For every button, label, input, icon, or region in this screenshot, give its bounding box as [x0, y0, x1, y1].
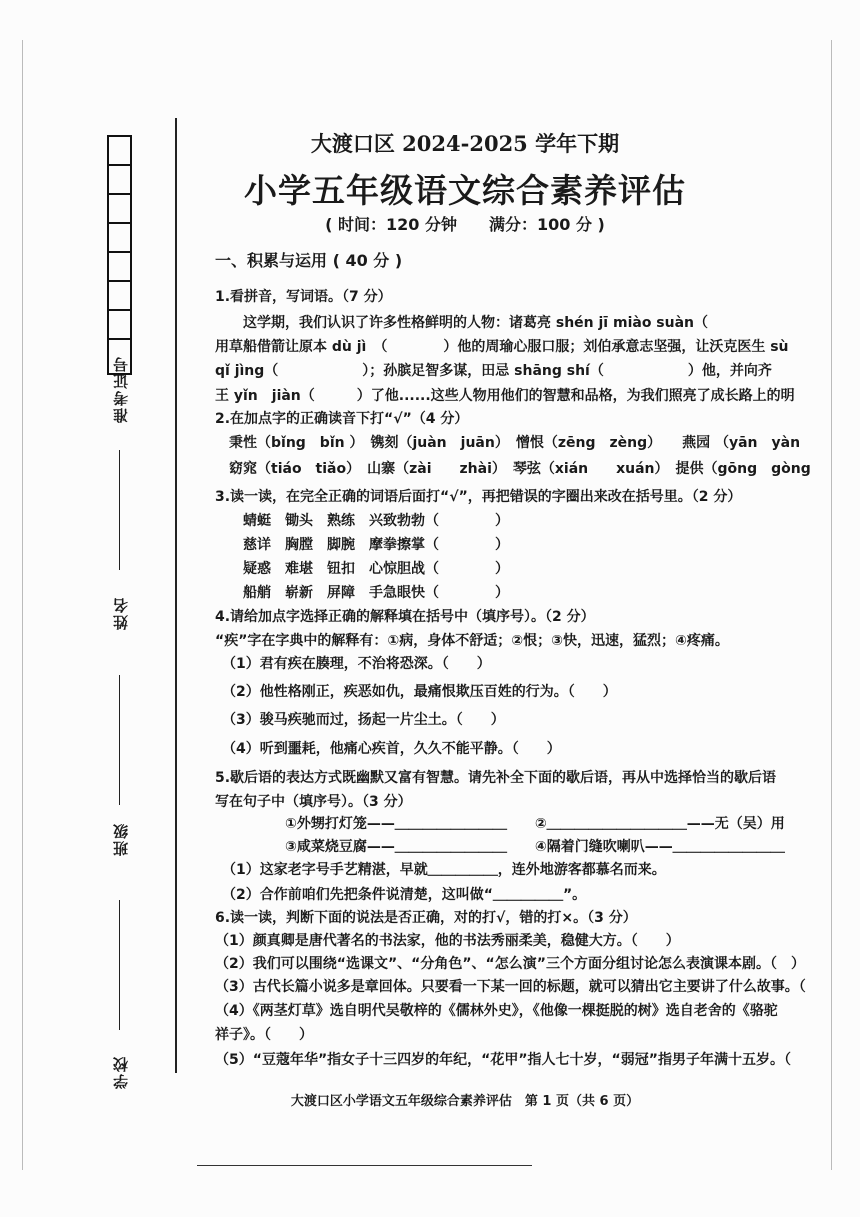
name-label: 姓名 [112, 596, 130, 630]
question-line: （1）这家老字号手艺精湛，早就＿＿＿＿＿，连外地游客都慕名而来。 [215, 862, 666, 878]
binding-rule [175, 118, 177, 1073]
question-line: 祥子》。（ ） [215, 1027, 313, 1043]
question-line: 用草船借箭让原本 dù jì （ ）他的周瑜心服口服；刘伯承意志坚强，让沃克医生 sù [215, 339, 789, 355]
question-line: （2）合作前咱们先把条件说清楚，这叫做“＿＿＿＿＿”。 [215, 887, 587, 903]
exam-title: 小学五年级语文综合素养评估 [244, 171, 686, 210]
question-6-heading: 6.读一读，判断下面的说法是否正确，对的打√，错的打×。（3 分） [215, 910, 637, 926]
question-1-heading: 1.看拼音，写词语。（7 分） [215, 289, 392, 305]
section-heading: 一、积累与运用 ( 40 分 ) [215, 251, 403, 270]
class-label: 班级 [112, 822, 130, 856]
school-line[interactable] [119, 900, 120, 1030]
question-line: 窈窕（tiáo tiǎo） 山寨（zài zhài） 琴弦（xián xuán） 提供（gōng gòng [215, 461, 811, 477]
question-line: （1）颜真卿是唐代著名的书法家，他的书法秀丽柔美，稳健大方。（ ） [215, 933, 680, 949]
question-line: 王 yǐn jiàn（ ）了他......这些人物用他们的智慧和品格，为我们照亮了成长路上的明 [215, 388, 795, 404]
question-line: （2）他性格刚正，疾恶如仇，最痛恨欺压百姓的行为。（ ） [215, 684, 617, 700]
exam-number-label: 准考证号 [112, 355, 130, 423]
question-line: 写在句子中（填序号）。（3 分） [215, 794, 412, 810]
question-line: （2）我们可以围绕“选课文”、“分角色”、“怎么演”三个方面分组讨论怎么表演课本剧。（ ） [215, 956, 805, 972]
question-line: qǐ jìng（ ）；孙膑足智多谋，田忌 shāng shí（ ）他，并向齐 [215, 363, 772, 379]
question-line: （4）《两茎灯草》选自明代吴敬梓的《儒林外史》，《他像一棵挺脱的树》选自老舍的《骆驼 [215, 1003, 778, 1019]
question-5-heading: 5.歇后语的表达方式既幽默又富有智慧。请先补全下面的歇后语，再从中选择恰当的歇后语 [215, 770, 777, 786]
question-4-heading: 4.请给加点字选择正确的解释填在括号中（填序号）。（2 分） [215, 609, 595, 625]
question-line: （5）“豆蔻年华”指女子十三四岁的年纪，“花甲”指人七十岁，“弱冠”指男子年满十五岁。（ [215, 1052, 791, 1068]
page-footer: 大渡口区小学语文五年级综合素养评估 第 1 页（共 6 页） [290, 1094, 640, 1109]
question-line: 这学期，我们认识了许多性格鲜明的人物：诸葛亮 shén jī miào suàn（ [215, 315, 709, 331]
question-line: 船艄 崭新 屏障 手急眼快（ ） [215, 585, 509, 601]
question-line: （3）古代长篇小说多是章回体。只要看一下某一回的标题，就可以猜出它主要讲了什么故事。（ [215, 979, 806, 995]
question-2-heading: 2.在加点字的正确读音下打“√”（4 分） [215, 411, 469, 427]
question-line: 蜻蜓 锄头 熟练 兴致勃勃（ ） [215, 513, 509, 529]
bottom-rule [197, 1165, 532, 1166]
name-line[interactable] [119, 450, 120, 570]
question-line: （1）君有疾在腠理，不治将恐深。（ ） [215, 656, 491, 672]
question-line: 慈详 胸膛 脚腕 摩拳擦掌（ ） [215, 537, 509, 553]
class-line[interactable] [119, 675, 120, 805]
question-line: （4）听到噩耗，他痛心疾首，久久不能平静。（ ） [215, 741, 561, 757]
question-line: ①外甥打灯笼——＿＿＿＿＿＿＿＿ ②＿＿＿＿＿＿＿＿＿＿——无（吴）用 [215, 816, 785, 832]
question-line: （3）骏马疾驰而过，扬起一片尘土。（ ） [215, 712, 505, 728]
exam-time-score: ( 时间：120 分钟 满分：100 分 ) [325, 215, 605, 234]
question-3-heading: 3.读一读，在完全正确的词语后面打“√”，再把错误的字圈出来改在括号里。（2 分） [215, 489, 742, 505]
question-line: 疑惑 难堪 钮扣 心惊胆战（ ） [215, 561, 509, 577]
school-label: 学校 [112, 1055, 130, 1089]
exam-title-line1: 大渡口区 2024-2025 学年下期 [310, 131, 620, 156]
question-line: ③咸菜烧豆腐——＿＿＿＿＿＿＿＿ ④隔着门缝吹喇叭——＿＿＿＿＿＿＿＿ [215, 839, 785, 855]
question-line: “疾”字在字典中的解释有：①病，身体不舒适；②恨；③快，迅速，猛烈；④疼痛。 [215, 633, 729, 649]
question-line: 秉性（bǐng bǐn ） 镌刻（juàn juān） 憎恨（zēng zèng） 燕园 （yān yàn [215, 435, 801, 451]
